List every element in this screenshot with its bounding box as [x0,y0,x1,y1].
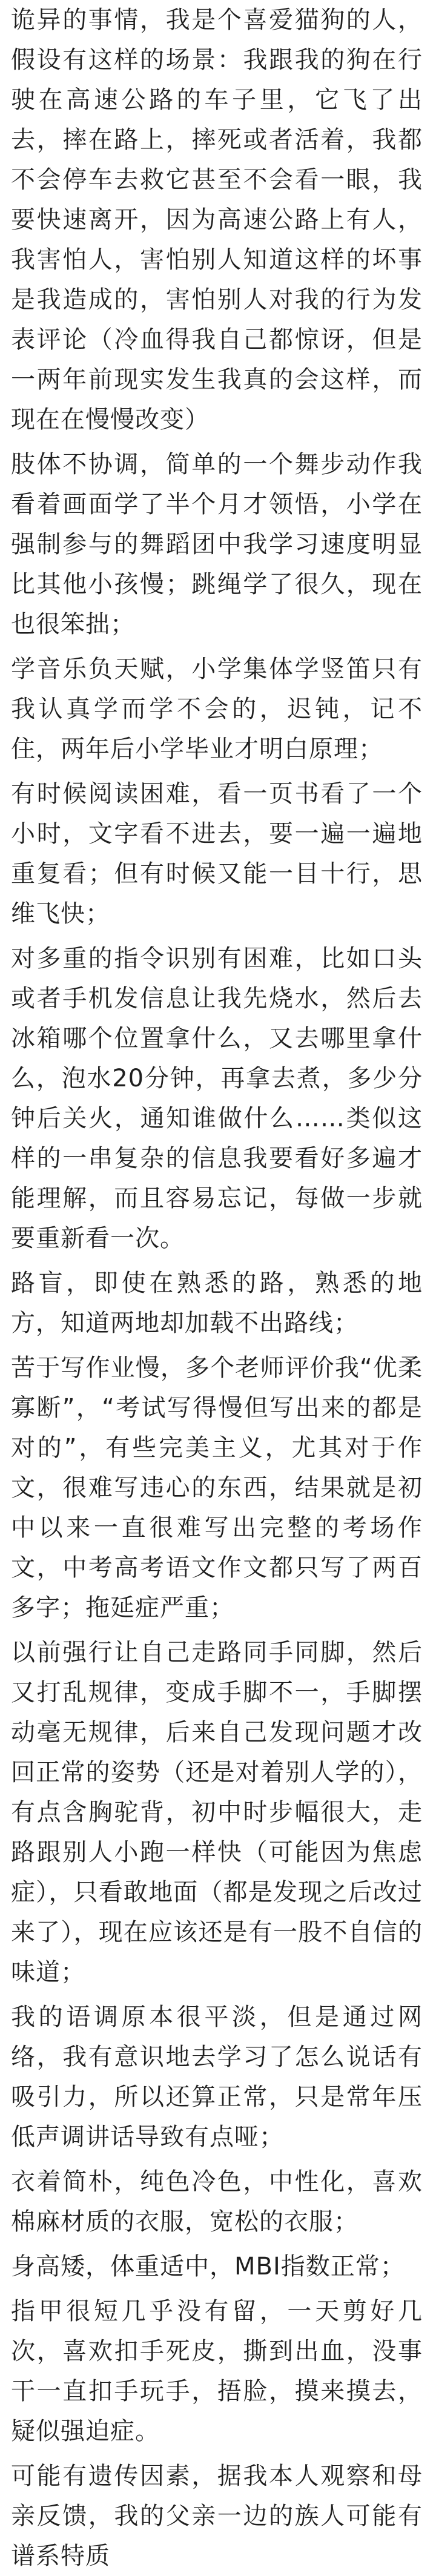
paragraph-homework: 苦于写作业慢，多个老师评价我“优柔寡断”，“考试写得慢但写出来的都是对的”，有些完美主义，尤其对于作文，很难写违心的东西，结果就是初中以来一直很难写出完整的考场作文，中考高考语文作文都只写了两百多字；拖延症严重； [11,1354,423,1622]
paragraph-body: 身高矮，体重适中，MBI指数正常； [11,2253,405,2280]
paragraph-coordination: 肢体不协调，简单的一个舞步动作我看着画面学了半个月才领悟，小学在强制参与的舞蹈团中我学习速度明显比其他小孩慢；跳绳学了很久，现在也很笨拙； [11,451,423,638]
paragraph-heredity: 可能有遗传因素，据我本人观察和母亲反馈，我的父亲一边的族人可能有谱系特质 [11,2462,423,2570]
paragraph-reading: 有时候阅读困难，看一页书看了一个小时，文字看不进去，要一遍一遍地重复看；但有时候又能一目十行，思维飞快； [11,780,423,928]
paragraph-highway-dog: 诡异的事情，我是个喜爱猫狗的人，假设有这样的场景：我跟我的狗在行驶在高速公路的车子里，它飞了出去，摔在路上，摔死或者活着，我都不会停车去救它甚至不会看一眼，我要快速离开，因为高速公路上有人，我害怕人，害怕别人知道这样的坏事是我造成的，害怕别人对我的行为发表评论（冷血得我自己都惊讶，但是一两年前现实发生我真的会这样，而现在在慢慢改变） [11,6,423,434]
paragraph-nails: 指甲很短几乎没有留，一天剪好几次，喜欢扣手死皮，撕到出血，没事干一直扣手玩手，捂脸，摸来摸去，疑似强迫症。 [11,2297,423,2445]
paragraph-instructions: 对多重的指令识别有困难，比如口头或者手机发信息让我先烧水，然后去冰箱哪个位置拿什么，又去哪里拿什么，泡水20分钟，再拿去煮，多少分钟后关火，通知谁做什么……类似这样的一串复杂的信息我要看好多遍才能理解，而且容易忘记，每做一步就要重新看一次。 [11,945,423,1252]
paragraph-clothing: 衣着简朴，纯色冷色，中性化，喜欢棉麻材质的衣服，宽松的衣服； [11,2168,423,2236]
paragraph-directions: 路盲，即使在熟悉的路，熟悉的地方，知道两地却加载不出路线； [11,1269,423,1337]
paragraph-music: 学音乐负天赋，小学集体学竖笛只有我认真学而学不会的，迟钝，记不住，两年后小学毕业才明白原理； [11,655,423,763]
paragraph-walking: 以前强行让自己走路同手同脚，然后又打乱规律，变成手脚不一，手脚摆动毫无规律，后来自己发现问题才改回正常的姿势（还是对着别人学的），有点含胸驼背，初中时步幅很大，走路跟别人小跑一样快（可能因为焦虑症），只看敢地面（都是发现之后改过来了），现在应该还是有一股不自信的味道； [11,1639,423,1986]
paragraph-voice: 我的语调原本很平淡，但是通过网络，我有意识地去学习了怎么说话有吸引力，所以还算正常，只是常年压低声调讲话导致有点哑； [11,2003,423,2151]
